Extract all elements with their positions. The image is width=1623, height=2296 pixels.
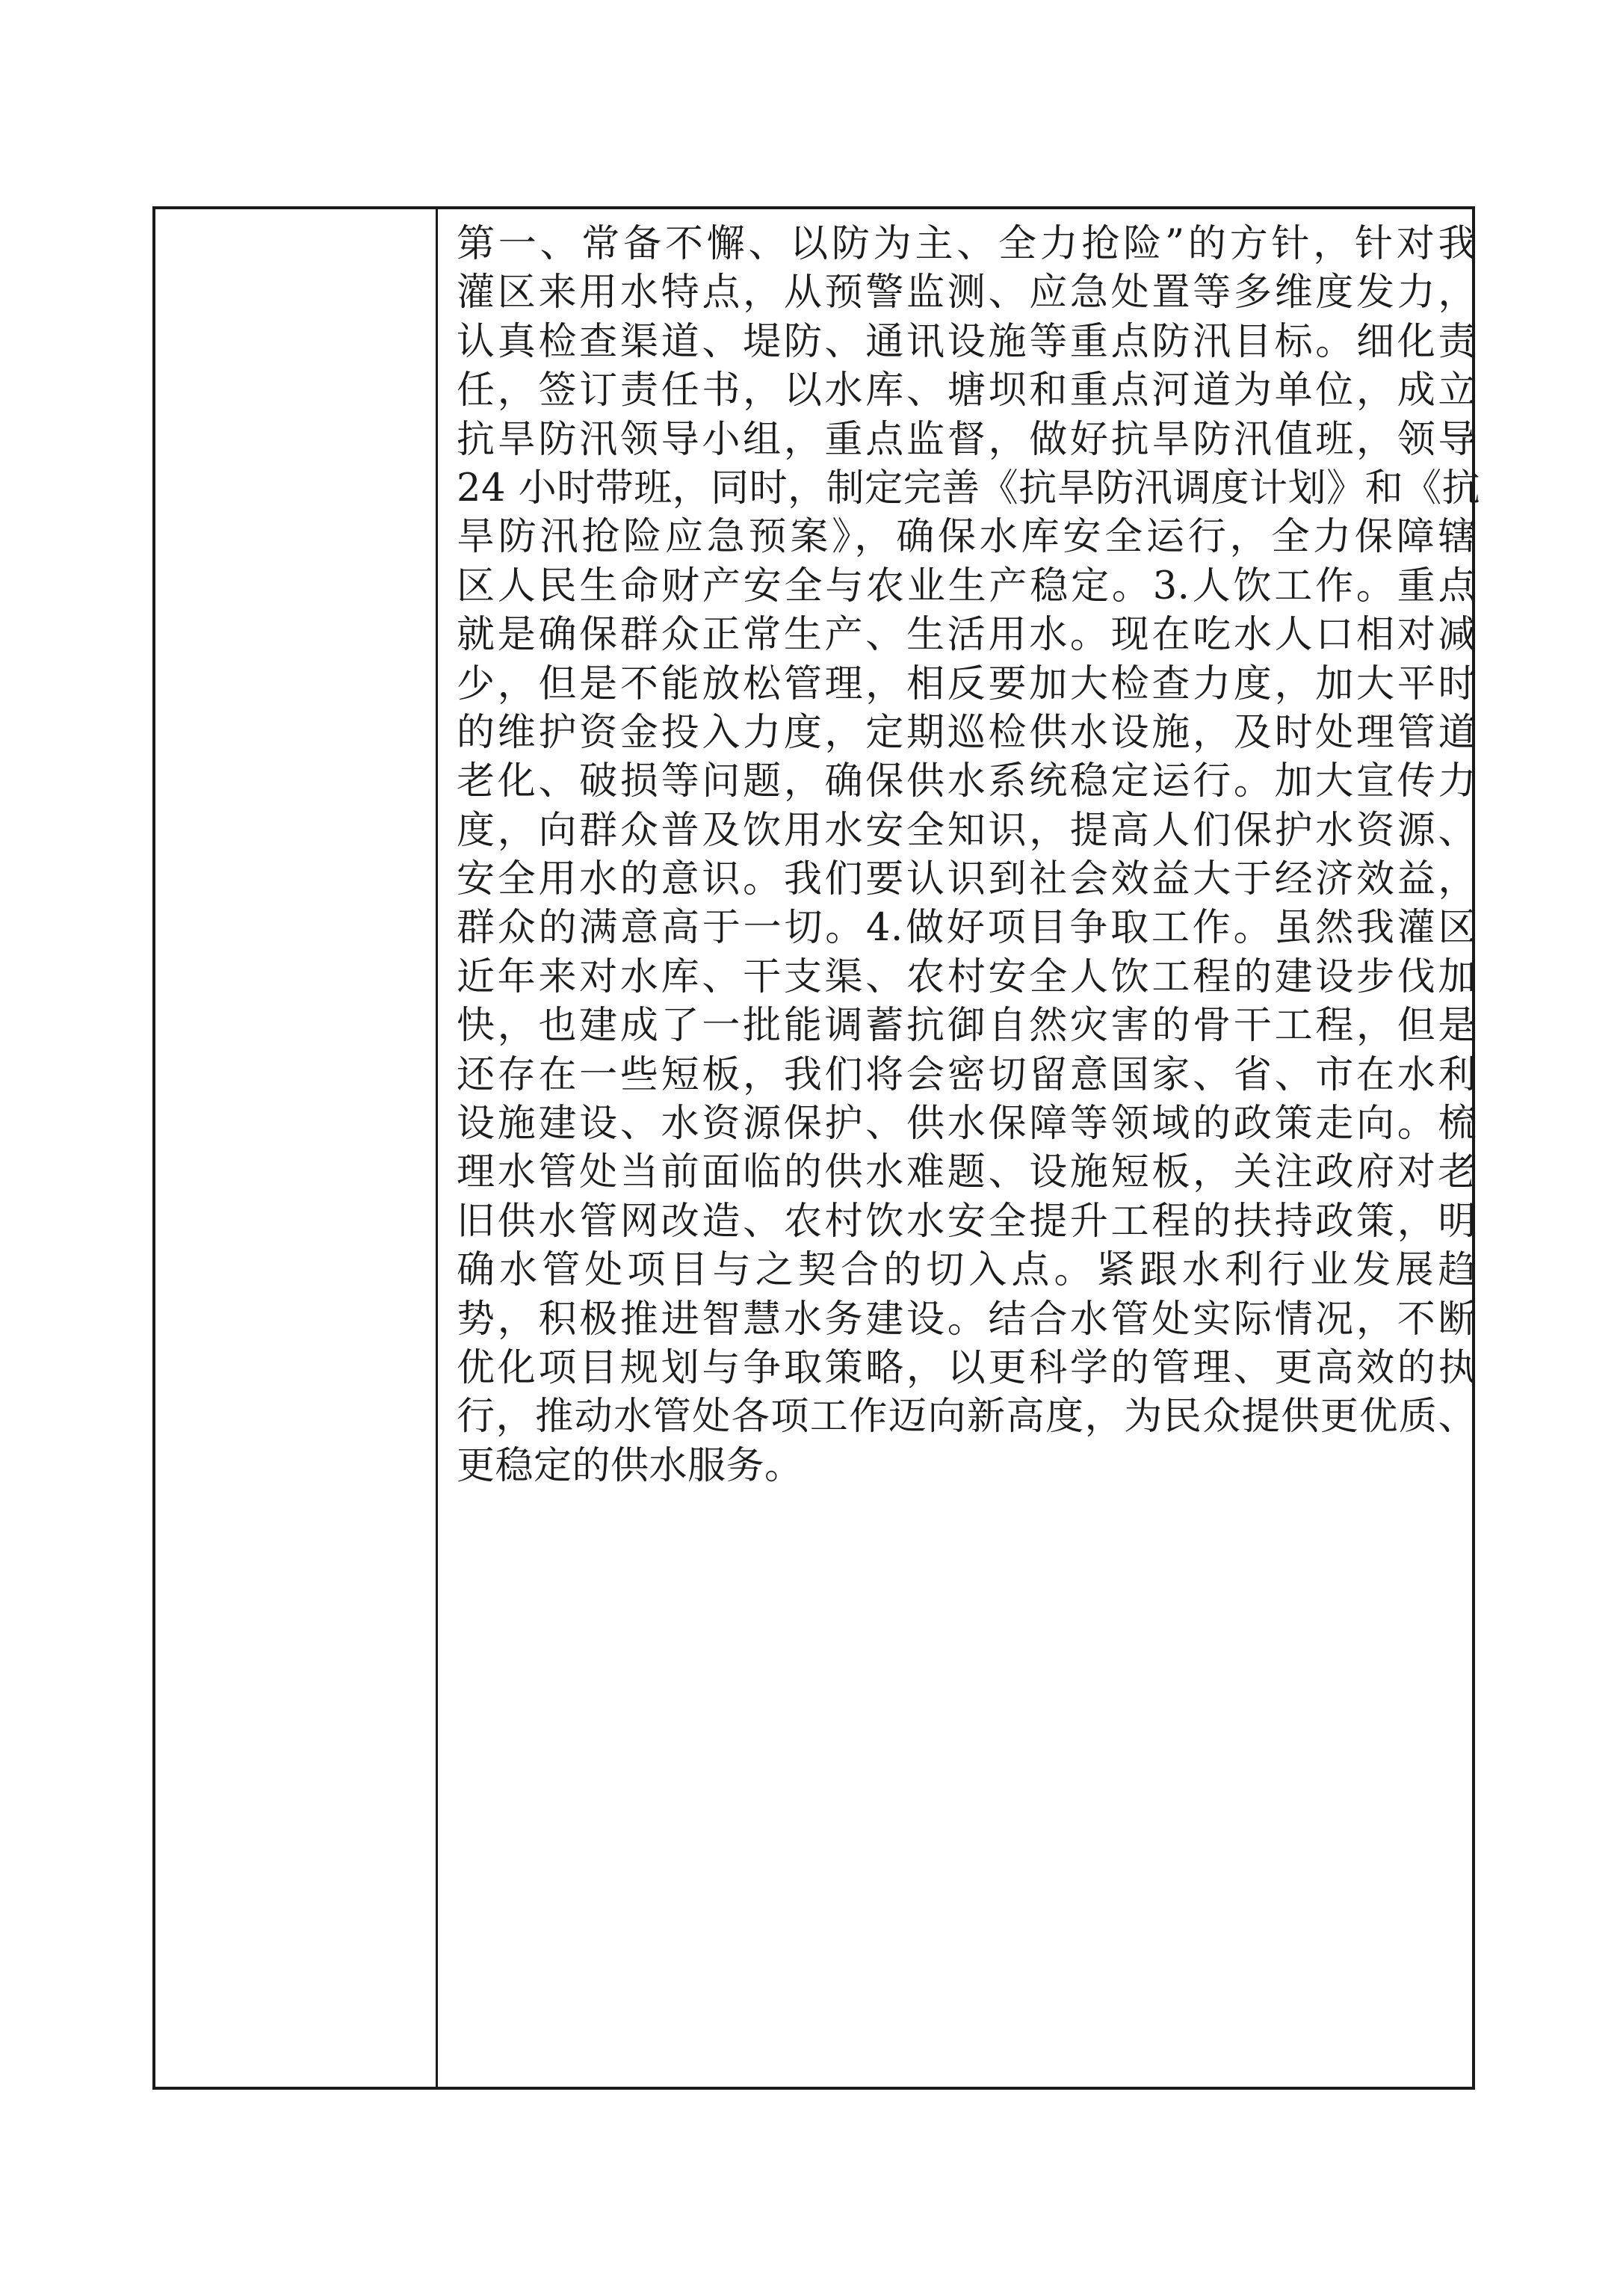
form-label-cell <box>155 209 438 2087</box>
body-line: 设施建设、水资源保护、供水保障等领域的政策走向。梳 <box>457 1102 1477 1147</box>
form-content-cell <box>438 209 1481 2087</box>
body-line: 度，向群众普及饮用水安全知识，提高人们保护水资源、 <box>457 808 1477 853</box>
body-line: 行，推动水管处各项工作迈向新高度，为民众提供更优质、 <box>457 1395 1477 1439</box>
body-line: 安全用水的意识。我们要认识到社会效益大于经济效益， <box>457 857 1477 902</box>
body-line: 快，也建成了一批能调蓄抗御自然灾害的骨干工程，但是 <box>457 1004 1477 1049</box>
body-line: 老化、破损等问题，确保供水系统稳定运行。加大宣传力 <box>457 759 1477 804</box>
body-line: 确水管处项目与之契合的切入点。紧跟水利行业发展趋 <box>457 1248 1477 1293</box>
body-line: 优化项目规划与争取策略，以更科学的管理、更高效的执 <box>457 1345 1477 1390</box>
body-line: 势，积极推进智慧水务建设。结合水管处实际情况，不断 <box>457 1297 1477 1342</box>
body-line: 灌区来用水特点，从预警监测、应急处置等多维度发力， <box>457 271 1477 315</box>
body-line: 更稳定的供水服务。 <box>457 1443 803 1488</box>
body-line: 近年来对水库、干支渠、农村安全人饮工程的建设步伐加 <box>457 954 1477 999</box>
body-line: 的维护资金投入力度，定期巡检供水设施，及时处理管道 <box>457 710 1477 755</box>
body-line: 少，但是不能放松管理，相反要加大检查力度，加大平时 <box>457 661 1477 706</box>
body-line: 任，签订责任书，以水库、塘坝和重点河道为单位，成立 <box>457 368 1477 413</box>
body-line: 理水管处当前面临的供水难题、设施短板，关注政府对老 <box>457 1150 1477 1195</box>
body-line: 认真检查渠道、堤防、通讯设施等重点防汛目标。细化责 <box>457 319 1477 364</box>
body-line: 区人民生命财产安全与农业生产稳定。3.人饮工作。重点 <box>457 564 1477 608</box>
body-line: 24 小时带班，同时，制定完善《抗旱防汛调度计划》和《抗 <box>457 466 1481 510</box>
body-line: 还存在一些短板，我们将会密切留意国家、省、市在水利 <box>457 1052 1477 1097</box>
body-line: 就是确保群众正常生产、生活用水。现在吃水人口相对减 <box>457 613 1477 658</box>
body-text <box>457 220 1481 1490</box>
body-line: 旧供水管网改造、农村饮水安全提升工程的扶持政策，明 <box>457 1199 1477 1244</box>
form-table <box>152 206 1481 2090</box>
body-line: 抗旱防汛领导小组，重点监督，做好抗旱防汛值班，领导 <box>457 417 1477 462</box>
body-line: 旱防汛抢险应急预案》，确保水库安全运行，全力保障辖 <box>457 515 1477 560</box>
body-line: 群众的满意高于一切。4.做好项目争取工作。虽然我灌区 <box>457 906 1477 951</box>
body-line: 第一、常备不懈、以防为主、全力抢险”的方针，针对我 <box>457 222 1477 266</box>
